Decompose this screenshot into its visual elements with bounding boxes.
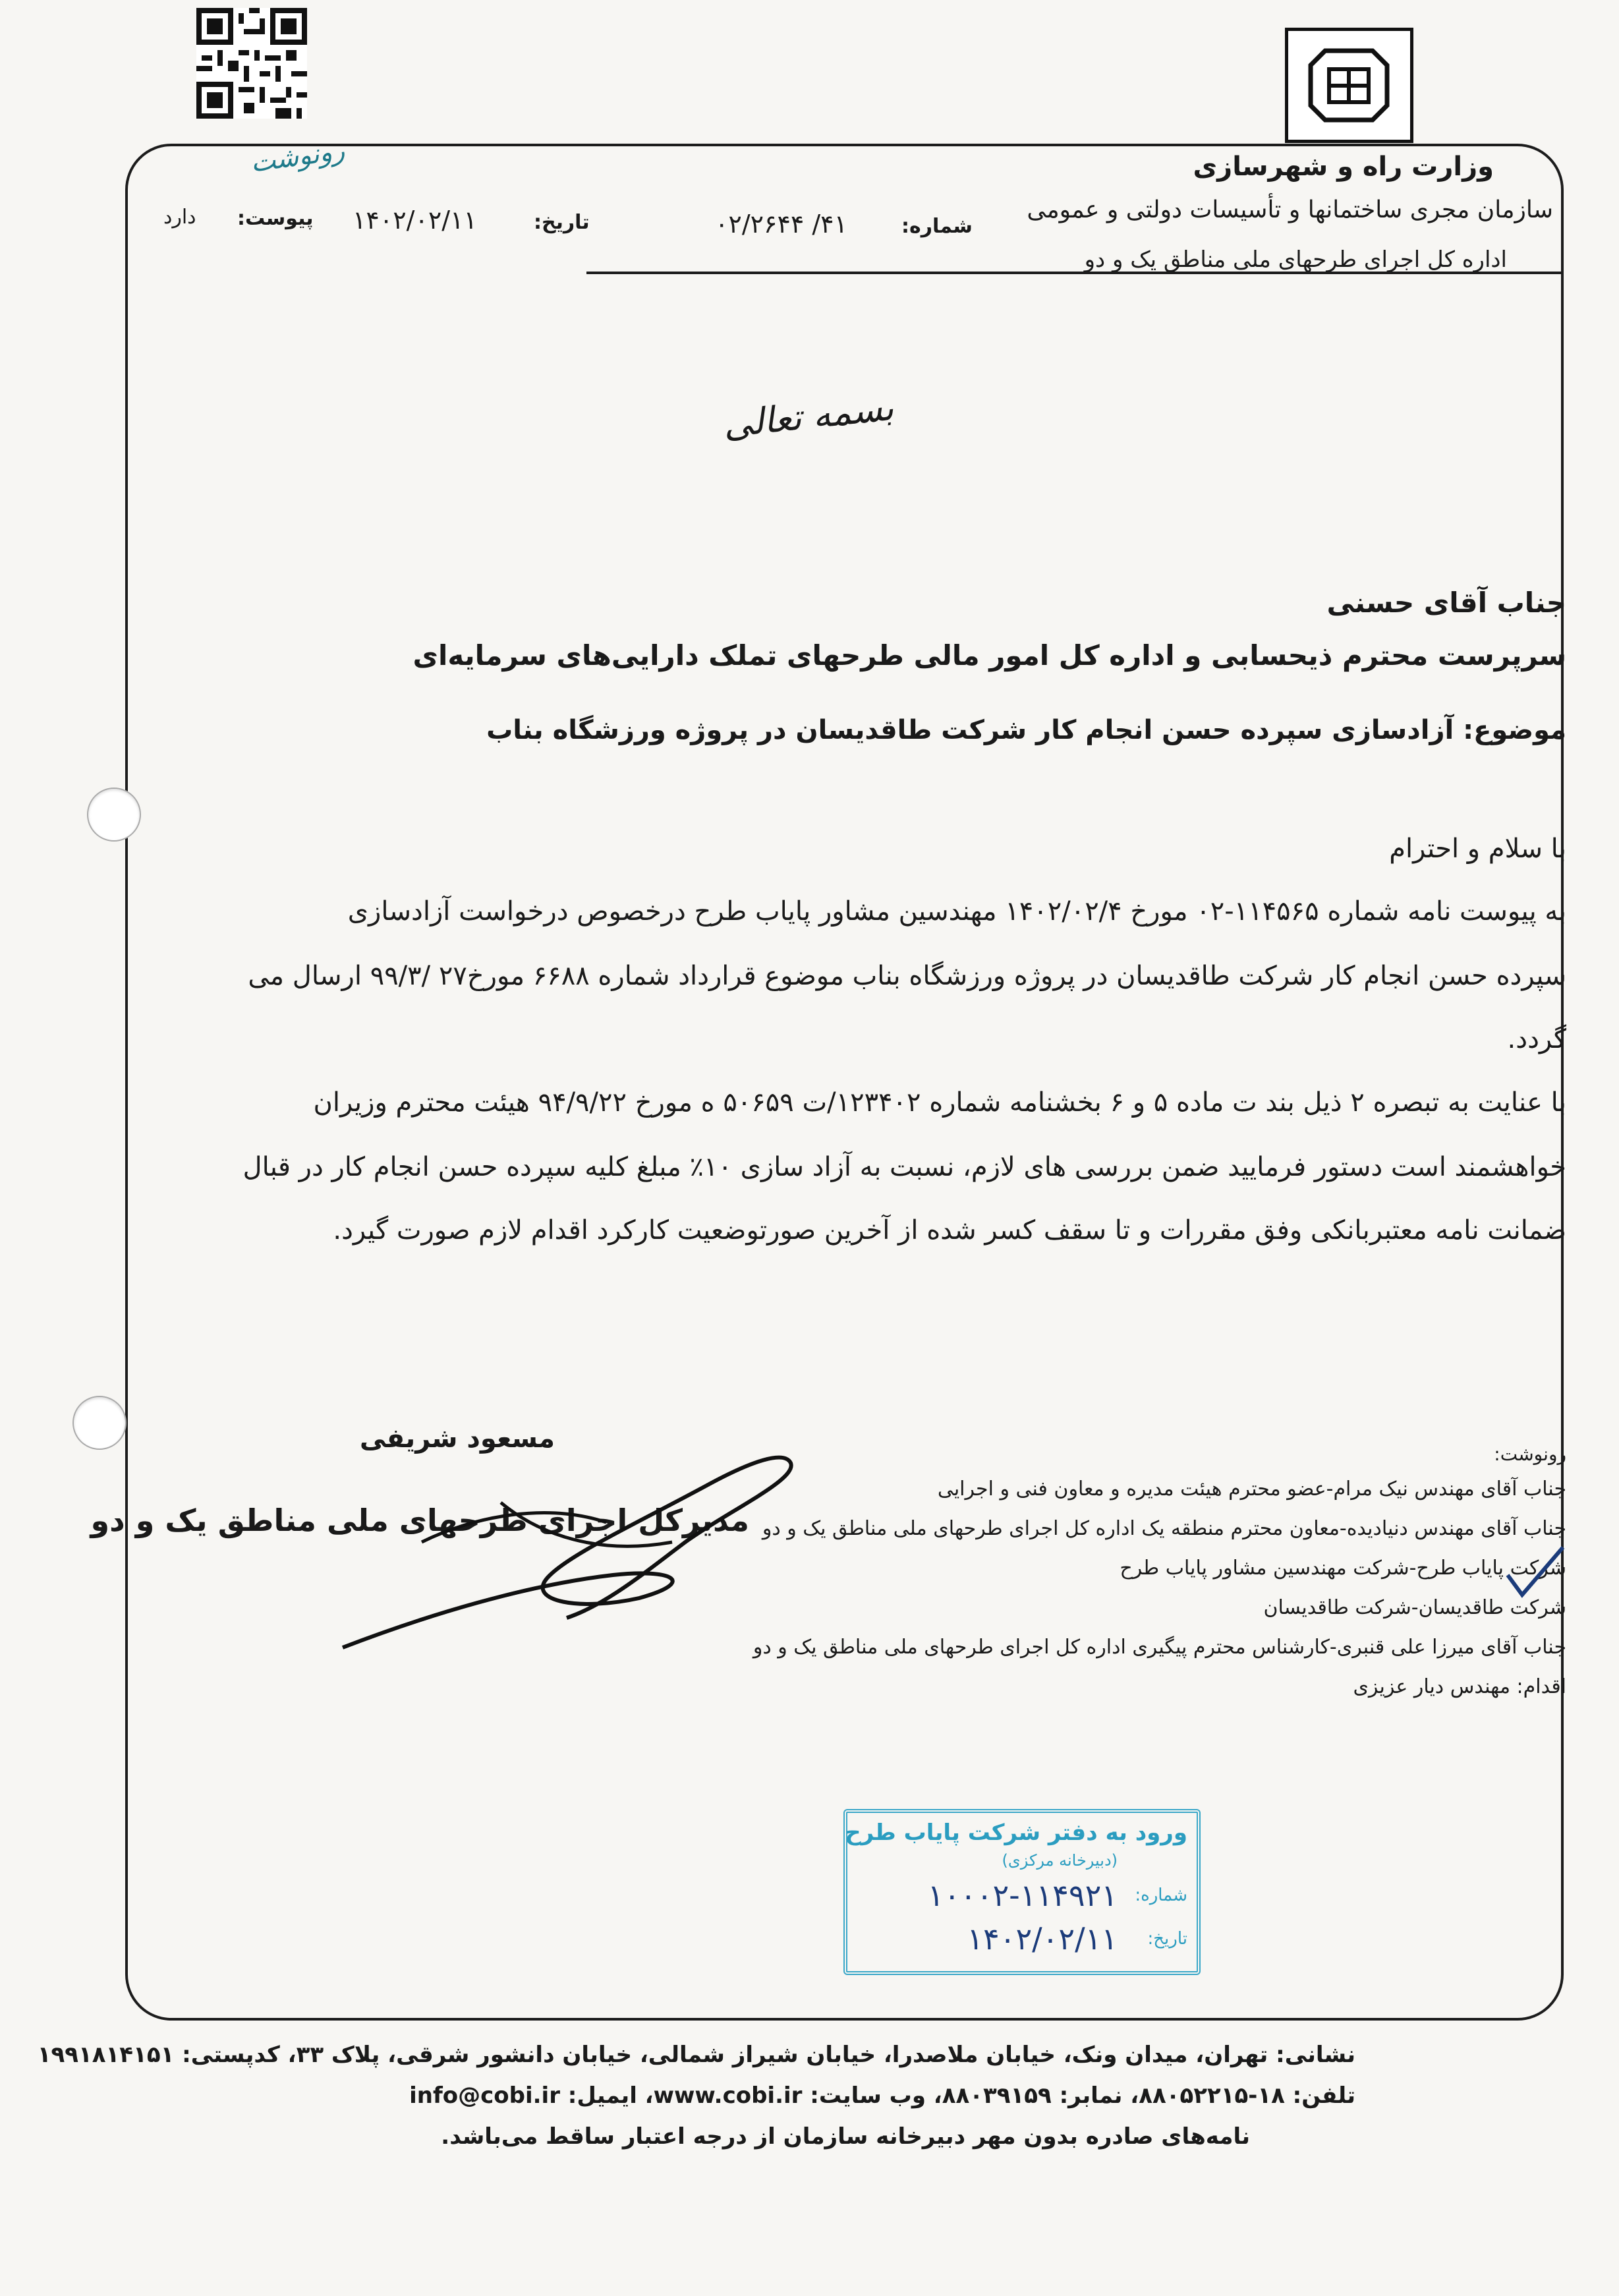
cc-item: جناب آقای مهندس نیک مرام-عضو محترم هیئت مدیره و معاون فنی و اجرایی [937, 1478, 1566, 1501]
organization-name: سازمان مجری ساختمانها و تأسیسات دولتی و عمومی [1027, 196, 1553, 223]
date-value: ۱۴۰۲/۰۲/۱۱ [353, 206, 477, 235]
punch-hole-bottom [72, 1396, 127, 1450]
footer-address: نشانی: تهران، میدان ونک، خیابان ملاصدرا، خیابان شیراز شمالی، خیابان دانشور شرقی، پلاک ۳۳، کدپستی: ۱۹۹۱۸۱۴۱۵۱ [37, 2042, 1355, 2068]
footer-contact: تلفن: ۱۸-۸۸۰۵۲۲۱۵، نمابر: ۸۸۰۳۹۱۵۹، وب سایت: www.cobi.ir، ایمیل: info@cobi.ir [409, 2082, 1355, 2109]
body-line: به پیوست نامه شماره ۱۱۴۵۶۵-۰۲ مورخ ۱۴۰۲/۰۲/۴ مهندسین مشاور پایاب طرح درخصوص درخواست آزادسازی [347, 896, 1566, 927]
cc-item: جناب آقای مهندس دنیادیده-معاون محترم منطقه یک اداره کل اجرای طرحهای ملی مناطق یک و دو [762, 1517, 1566, 1540]
cc-title: رونوشت: [1494, 1443, 1566, 1465]
recipient-title: سرپرست محترم ذیحسابی و اداره کل امور مالی طرحهای تملک دارایی‌های سرمایه‌ای [412, 639, 1566, 672]
cc-item: اقدام: مهندس دیار عزیزی [1353, 1675, 1566, 1698]
recipient-name: جناب آقای حسنی [1326, 587, 1566, 619]
body-line: خواهشمند است دستور فرمایید ضمن بررسی های لازم، نسبت به آزاد سازی ۱۰٪ مبلغ کلیه سپرده حسن انجام کار در قبال [242, 1152, 1566, 1182]
header-divider [586, 272, 1562, 274]
number-label: شماره: [901, 215, 973, 238]
subject-line: موضوع: آزادسازی سپرده حسن انجام کار شرکت طاقدیسان در پروژه ورزشگاه بناب [486, 715, 1566, 745]
greeting: با سلام و احترام [1389, 834, 1566, 864]
handwritten-signature [329, 1443, 804, 1661]
cc-item: شرکت طاقدیسان-شرکت طاقدیسان [1263, 1596, 1566, 1619]
qr-code [196, 8, 307, 119]
cc-item: جناب آقای میرزا علی قنبری-کارشناس محترم پیگیری اداره کل اجرای طرحهای ملی مناطق یک و دو [753, 1636, 1566, 1659]
signatory-name: مسعود شریفی [359, 1423, 555, 1454]
cc-item: شرکت پایاب طرح-شرکت مهندسین مشاور پایاب طرح [1120, 1557, 1566, 1580]
stamp-date-value: ۱۴۰۲/۰۲/۱۱ [967, 1921, 1118, 1957]
body-line: گردد. [1507, 1024, 1566, 1054]
signatory-title: مدیرکل اجرای طرحهای ملی مناطق یک و دو [90, 1503, 749, 1538]
date-label: تاریخ: [534, 211, 590, 234]
stamp-title: ورود به دفتر شرکت پایاب طرح [845, 1820, 1187, 1846]
ministry-logo [1285, 28, 1413, 143]
ministry-name: وزارت راه و شهرسازی [1193, 152, 1494, 182]
receipt-stamp [843, 1809, 1201, 1975]
attachment-value: دارد [163, 206, 196, 229]
punch-hole-top [87, 788, 141, 842]
stamp-number-label: شماره: [1135, 1885, 1187, 1905]
stamp-date-label: تاریخ: [1147, 1929, 1187, 1949]
checkmark-icon [1502, 1542, 1568, 1601]
stamp-subtitle: (دبیرخانه مرکزی) [1002, 1851, 1118, 1870]
department-name: اداره کل اجرای طرحهای ملی مناطق یک و دو [1084, 246, 1507, 273]
body-line: سپرده حسن انجام کار شرکت طاقدیسان در پروژه ورزشگاه بناب موضوع قرارداد شماره ۶۶۸۸ مورخ۲۷ /۹۹/۳ ارسال می [248, 961, 1566, 991]
stamp-number-value: ۱۰۰۰۲-۱۱۴۹۲۱ [927, 1878, 1118, 1913]
footer-note: نامه‌های صادره بدون مهر دبیرخانه سازمان از درجه اعتبار ساقط می‌باشد. [441, 2123, 1250, 2150]
bismillah: بسمه تعالی [721, 386, 896, 446]
attachment-label: پیوست: [237, 207, 314, 230]
body-line: ضمانت نامه معتبربانکی وفق مقررات و تا سقف کسر شده از آخرین صورتوضعیت کارکرد اقدام لازم صورت گیرد. [333, 1215, 1566, 1246]
body-line: با عنایت به تبصره ۲ ذیل بند ت ماده ۵ و ۶ بخشنامه شماره ۱۲۳۴۰۲/ت ۵۰۶۵۹ ه مورخ ۹۴/۹/۲۲ هیئت محترم وزیران [313, 1087, 1566, 1118]
number-value: ۴۱/ ۰۲/۲۶۴۴ [715, 210, 847, 239]
handwritten-note: رونوشت [248, 135, 347, 179]
